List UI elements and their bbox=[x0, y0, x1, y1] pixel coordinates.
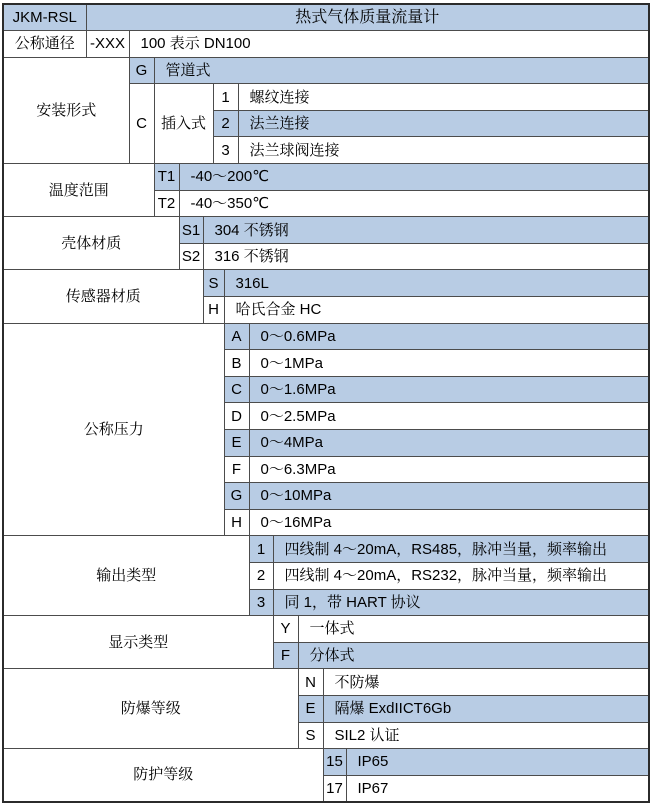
pressure-row-1 bbox=[3, 323, 649, 350]
explosion-row-1 bbox=[3, 669, 649, 696]
display-row-1 bbox=[3, 616, 649, 643]
protection-label: 防护等级 bbox=[3, 749, 323, 802]
option-desc: 0～4MPa bbox=[249, 430, 649, 457]
option-code: F bbox=[224, 456, 249, 483]
option-desc: IP65 bbox=[346, 749, 649, 776]
option-code: 1 bbox=[249, 536, 273, 563]
option-code: Y bbox=[273, 616, 298, 643]
option-desc: IP67 bbox=[346, 775, 649, 802]
option-desc: 316L bbox=[224, 270, 649, 297]
option-code: S bbox=[203, 270, 224, 297]
option-desc: 法兰连接 bbox=[238, 110, 649, 137]
option-code: D bbox=[224, 403, 249, 430]
option-desc: 0～10MPa bbox=[249, 483, 649, 510]
option-desc: 哈氏合金 HC bbox=[224, 297, 649, 324]
output-row-1 bbox=[3, 536, 649, 563]
option-code: N bbox=[298, 669, 323, 696]
install-pipe-row bbox=[3, 57, 649, 84]
option-code: H bbox=[224, 509, 249, 536]
option-desc: SIL2 认证 bbox=[323, 722, 649, 749]
option-code: B bbox=[224, 350, 249, 377]
dn-label: 公称通径 bbox=[3, 31, 86, 58]
option-desc: 螺纹连接 bbox=[238, 84, 649, 111]
option-code: G bbox=[129, 57, 154, 84]
option-code: 15 bbox=[323, 749, 346, 776]
option-code: E bbox=[298, 695, 323, 722]
option-desc: 四线制 4～20mA，RS485，脉冲当量，频率输出 bbox=[273, 536, 649, 563]
option-desc: 316 不锈钢 bbox=[203, 243, 649, 270]
option-code: 17 bbox=[323, 775, 346, 802]
model-selection-table bbox=[2, 3, 650, 803]
option-desc: 不防爆 bbox=[323, 669, 649, 696]
temperature-row-1 bbox=[3, 164, 649, 191]
option-desc: 0～0.6MPa bbox=[249, 323, 649, 350]
product-title: 热式气体质量流量计 bbox=[86, 4, 649, 31]
sensor-label: 传感器材质 bbox=[3, 270, 203, 323]
option-desc: 同 1，带 HART 协议 bbox=[273, 589, 649, 616]
option-code: S bbox=[298, 722, 323, 749]
temperature-label: 温度范围 bbox=[3, 164, 154, 217]
option-code: 3 bbox=[249, 589, 273, 616]
option-code: S1 bbox=[179, 217, 203, 244]
option-desc: 管道式 bbox=[154, 57, 649, 84]
option-code: T2 bbox=[154, 190, 179, 217]
option-code: 2 bbox=[249, 562, 273, 589]
insert-code: C bbox=[129, 84, 154, 164]
protection-row-1 bbox=[3, 749, 649, 776]
option-code: 1 bbox=[213, 84, 238, 111]
option-code: 2 bbox=[213, 110, 238, 137]
option-desc: 一体式 bbox=[298, 616, 649, 643]
option-code: T1 bbox=[154, 164, 179, 191]
option-code: S2 bbox=[179, 243, 203, 270]
option-code: A bbox=[224, 323, 249, 350]
option-code: E bbox=[224, 430, 249, 457]
option-code: F bbox=[273, 642, 298, 669]
option-desc: 0～1.6MPa bbox=[249, 376, 649, 403]
housing-row-1 bbox=[3, 217, 649, 244]
option-desc: 法兰球阀连接 bbox=[238, 137, 649, 164]
sensor-row-1 bbox=[3, 270, 649, 297]
option-desc: 0～1MPa bbox=[249, 350, 649, 377]
install-label: 安装形式 bbox=[3, 57, 129, 163]
dn-code: -XXX bbox=[86, 31, 129, 58]
option-code: 3 bbox=[213, 137, 238, 164]
pressure-label: 公称压力 bbox=[3, 323, 224, 536]
option-desc: 分体式 bbox=[298, 642, 649, 669]
option-desc: -40～200℃ bbox=[179, 164, 649, 191]
dn-desc: 100 表示 DN100 bbox=[129, 31, 649, 58]
option-desc: 四线制 4～20mA，RS232，脉冲当量，频率输出 bbox=[273, 562, 649, 589]
option-desc: 隔爆 ExdIICT6Gb bbox=[323, 695, 649, 722]
option-desc: 0～2.5MPa bbox=[249, 403, 649, 430]
model-code-cell: JKM-RSL bbox=[3, 4, 86, 31]
option-desc: 304 不锈钢 bbox=[203, 217, 649, 244]
option-desc: 0～6.3MPa bbox=[249, 456, 649, 483]
option-code: G bbox=[224, 483, 249, 510]
option-desc: 0～16MPa bbox=[249, 509, 649, 536]
option-desc: -40～350℃ bbox=[179, 190, 649, 217]
header-row bbox=[3, 4, 649, 31]
display-label: 显示类型 bbox=[3, 616, 273, 669]
option-code: H bbox=[203, 297, 224, 324]
option-code: C bbox=[224, 376, 249, 403]
explosion-label: 防爆等级 bbox=[3, 669, 298, 749]
insert-label: 插入式 bbox=[154, 84, 213, 164]
output-label: 输出类型 bbox=[3, 536, 249, 616]
housing-label: 壳体材质 bbox=[3, 217, 179, 270]
dn-row bbox=[3, 31, 649, 58]
